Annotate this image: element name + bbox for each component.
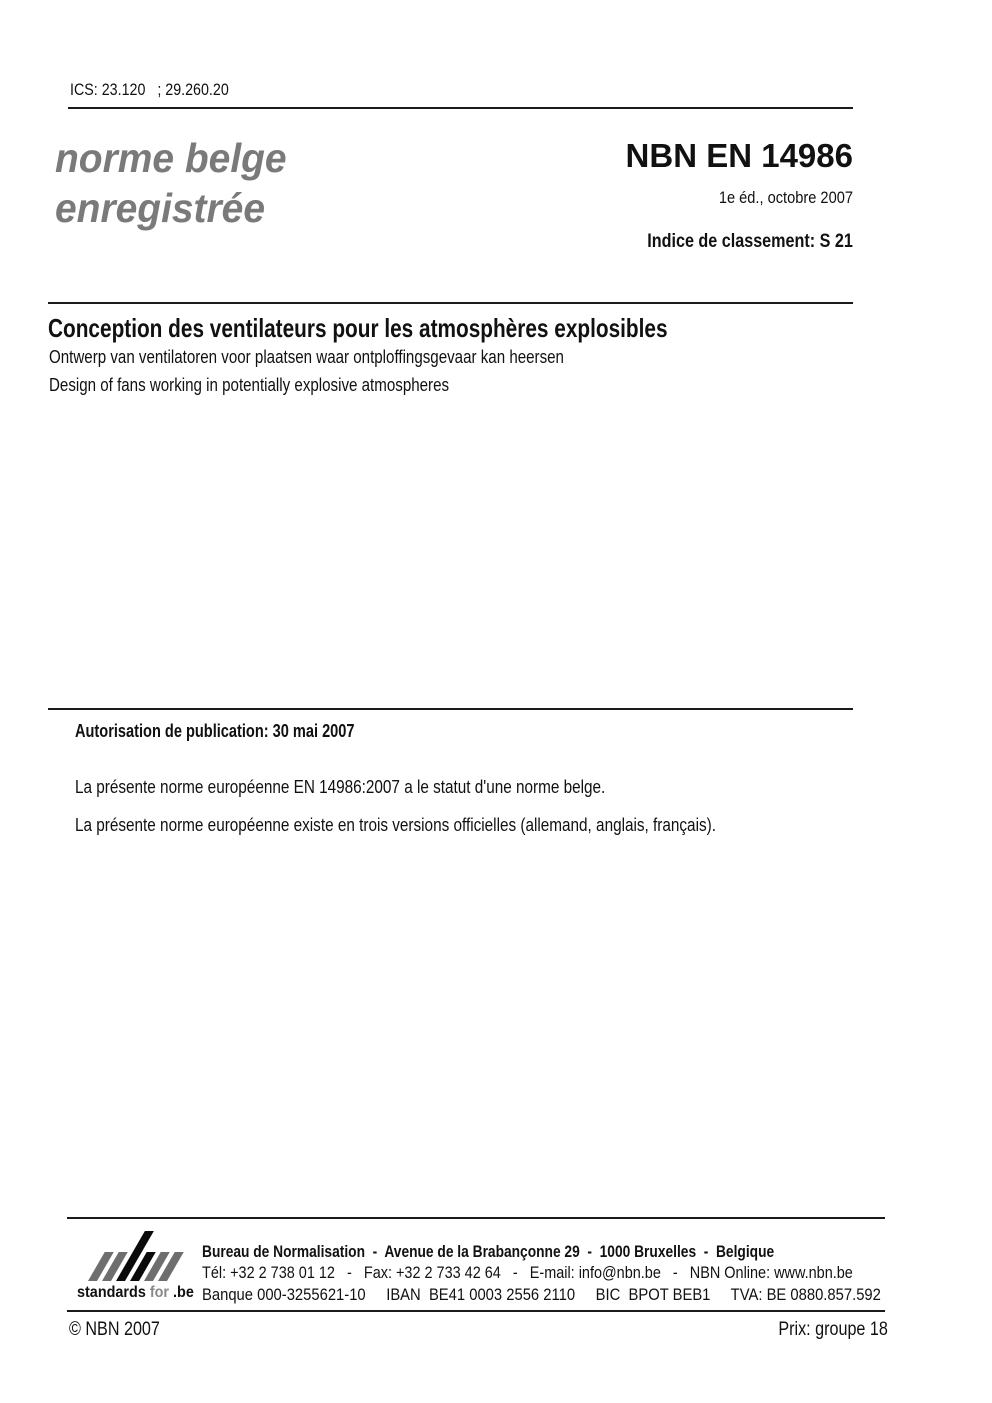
- title-dutch: Ontwerp van ventilatoren voor plaatsen waar ontploffingsgevaar kan heersen: [49, 347, 564, 367]
- tagline-be: .be: [173, 1284, 194, 1301]
- title-english: Design of fans working in potentially explosive atmospheres: [49, 375, 450, 395]
- price-group: Prix: groupe 18: [778, 1319, 888, 1340]
- edition-date: 1e éd., octobre 2007: [718, 188, 853, 207]
- footer-top-divider: [67, 1217, 885, 1219]
- bank-line: Banque 000-3255621-10 IBAN BE41 0003 2556 2110 BIC BPOT BEB1 TVA: BE 0880.857.592: [202, 1285, 881, 1304]
- doc-type-line1: norme belge: [55, 135, 287, 181]
- tagline-standards: standards: [77, 1284, 146, 1301]
- standard-number: NBN EN 14986: [625, 137, 853, 174]
- status-paragraph: La présente norme européenne EN 14986:2007 a le statut d'une norme belge.: [75, 777, 606, 797]
- logo-tagline: [77, 1284, 194, 1302]
- nbn-logo-icon: [88, 1231, 178, 1281]
- tagline-for: for: [145, 1284, 174, 1301]
- authorization-divider: [48, 708, 853, 710]
- ics-code: ICS: 23.120 ; 29.260.20: [70, 80, 229, 99]
- contact-line: Tél: +32 2 738 01 12 - Fax: +32 2 733 42 64 - E-mail: info@nbn.be - NBN Online: www.nbn.be: [202, 1263, 853, 1282]
- title-french: Conception des ventilateurs pour les atmosphères explosibles: [48, 313, 668, 343]
- address-line-1: Bureau de Normalisation - Avenue de la Brabançonne 29 - 1000 Bruxelles - Belgique: [202, 1242, 775, 1261]
- header-divider: [68, 107, 853, 109]
- classification-index: Indice de classement: S 21: [647, 231, 853, 252]
- doc-type-line2: enregistrée: [55, 185, 266, 231]
- copyright-notice: © NBN 2007: [69, 1319, 160, 1340]
- publication-authorization: Autorisation de publication: 30 mai 2007: [75, 721, 355, 741]
- footer-bottom-divider: [67, 1310, 885, 1312]
- versions-paragraph: La présente norme européenne existe en trois versions officielles (allemand, anglais, français).: [75, 815, 716, 835]
- document-type-heading: [55, 133, 287, 233]
- title-divider: [48, 302, 853, 304]
